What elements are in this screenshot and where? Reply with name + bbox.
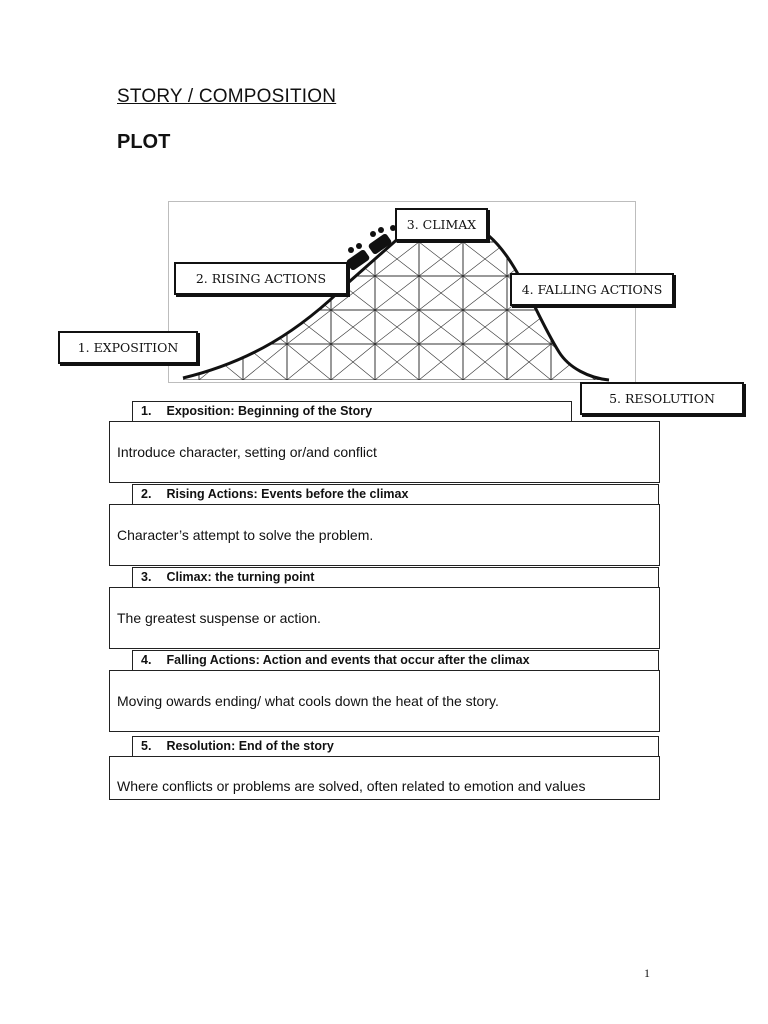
section-5-heading — [132, 736, 659, 756]
section-2-body: Character’s attempt to solve the problem. — [109, 504, 660, 566]
section-1-body: Introduce character, setting or/and conflict — [109, 421, 660, 483]
section-2-title: Rising Actions: Events before the climax — [166, 487, 409, 501]
section-2-heading — [132, 484, 659, 504]
document-title: STORY / COMPOSITION — [117, 86, 337, 107]
section-4-number: 4. — [141, 653, 152, 667]
section-1-title: Exposition: Beginning of the Story — [166, 404, 373, 418]
section-5-body: Where conflicts or problems are solved, often related to emotion and values — [109, 756, 660, 800]
section-4-title: Falling Actions: Action and events that occur after the climax — [166, 653, 530, 667]
section-4-heading — [132, 650, 659, 670]
section-5-title: Resolution: End of the story — [166, 739, 334, 753]
section-3-number: 3. — [141, 570, 152, 584]
label-resolution: 5. RESOLUTION — [580, 382, 744, 415]
section-4-body: Moving owards ending/ what cools down the heat of the story. — [109, 670, 660, 732]
label-exposition: 1. EXPOSITION — [58, 331, 198, 364]
label-rising-actions: 2. RISING ACTIONS — [174, 262, 348, 295]
section-heading-plot: PLOT — [117, 131, 171, 153]
section-1-heading — [132, 401, 572, 421]
page-number: 1 — [644, 966, 650, 980]
section-3-title: Climax: the turning point — [166, 570, 315, 584]
section-1-number: 1. — [141, 404, 152, 418]
section-3-heading — [132, 567, 659, 587]
section-2-number: 2. — [141, 487, 152, 501]
label-falling-actions: 4. FALLING ACTIONS — [510, 273, 674, 306]
section-5-number: 5. — [141, 739, 152, 753]
section-3-body: The greatest suspense or action. — [109, 587, 660, 649]
label-climax: 3. CLIMAX — [395, 208, 488, 241]
coaster-track — [183, 236, 609, 380]
